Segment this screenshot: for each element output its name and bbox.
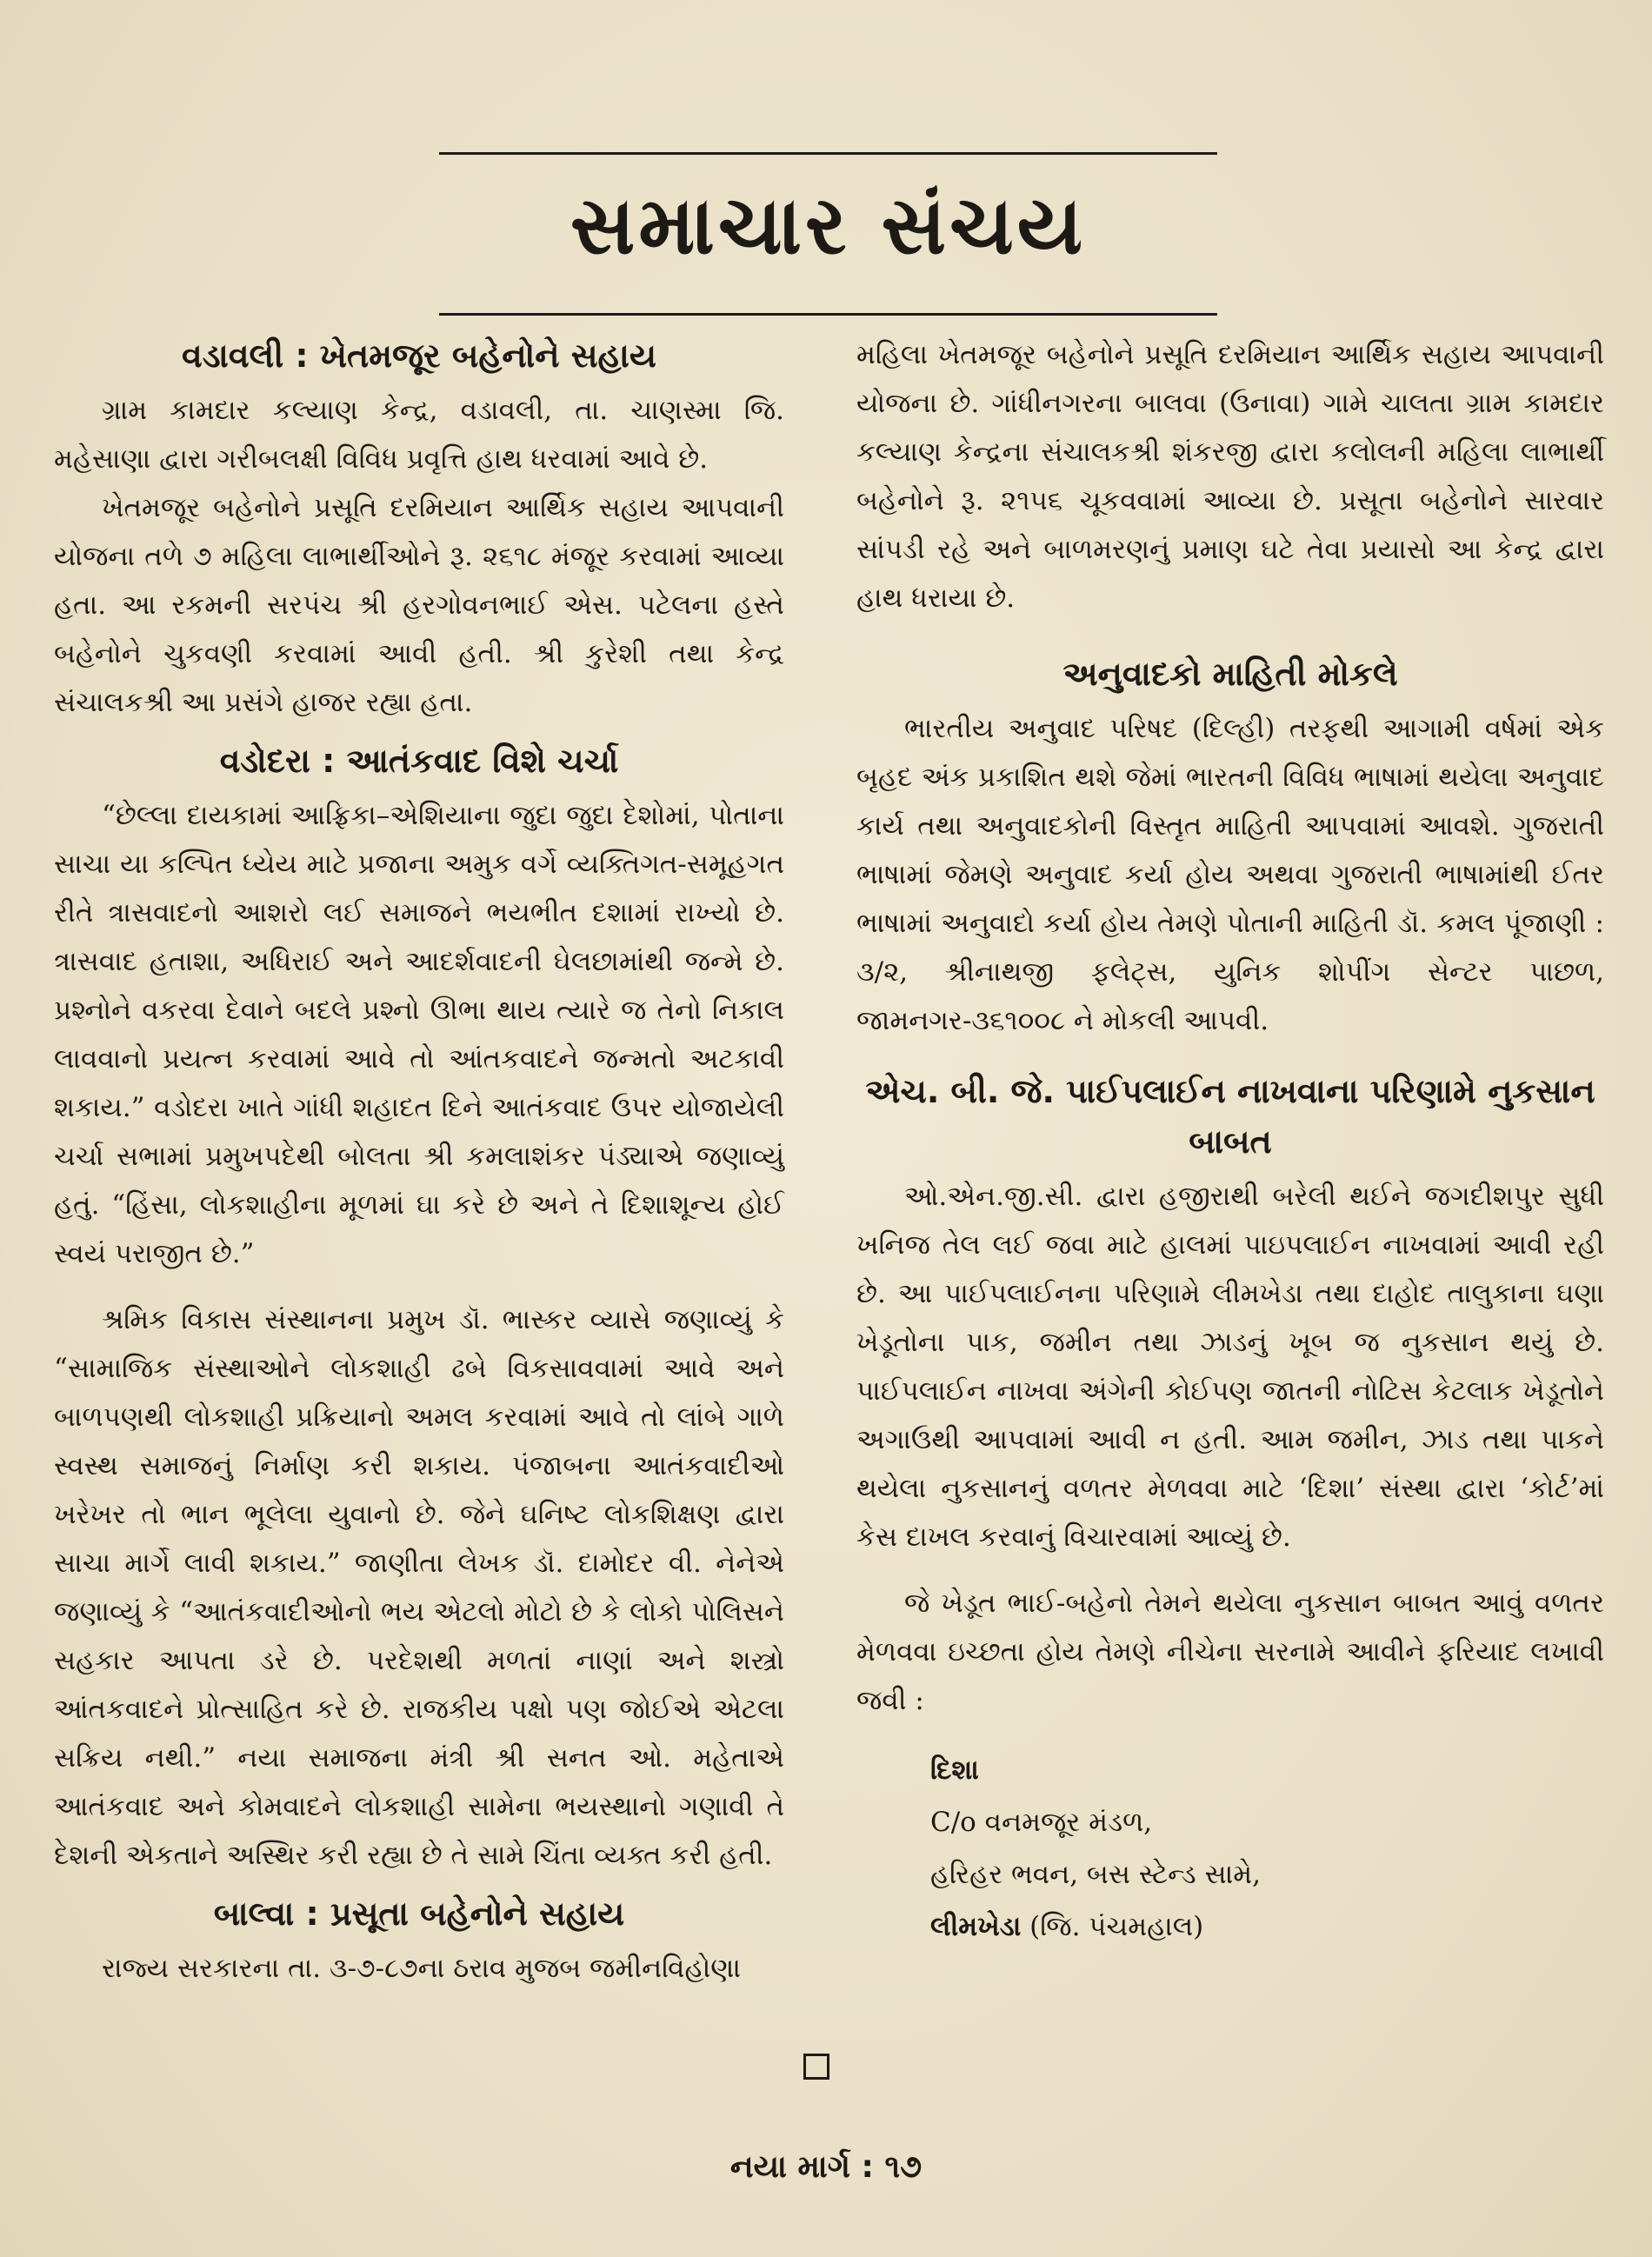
article-heading-pipeline: એચ. બી. જે. પાઈપલાઈન નાખવાના પરિણામે નુકસાન બાબત: [865, 1072, 1595, 1161]
article-paragraph: ગ્રામ કામદાર કલ્યાણ કેન્દ્ર, વડાવલી, તા. ચાણસ્મા જિ. મહેસાણા દ્વારા ગરીબલક્ષી વિવિધ પ્રવૃત્તિ હાથ ધરવામાં આવે છે.: [54, 395, 784, 475]
article-paragraph: રાજ્ય સરકારના તા. ૩-૭-૮૭ના ઠરાવ મુજબ જમીનવિહોણા: [102, 1953, 741, 1984]
address-line: [930, 1901, 1604, 1953]
right-column: [856, 330, 1604, 1953]
page-footer: નયા માર્ગ : ૧૭: [729, 2149, 923, 2185]
article-paragraph: ઓ.એન.જી.સી. દ્વારા હજીરાથી બરેલી થઈને જગદીશપુર સુધી ખનિજ તેલ લઈ જવા માટે હાલમાં પાઇપલાઈન નાખવામાં આવી રહી છે. આ પાઈપલાઈનના પરિણામે લીમખેડા તથા દાહોદ તાલુકાના ઘણા ખેડૂતોના પાક, જમીન તથા ઝાડનું ખૂબ જ નુકસાન થયું છે. પાઈપલાઈન નાખવા અંગેની કોઈપણ જાતની નોટિસ કેટલાક ખેડૂતોને અગાઉથી આપવામાં આવી ન હતી. આમ જમીન, ઝાડ તથા પાકને થયેલા નુકસાનનું વળતર મેળવવા માટે ‘દિશા’ સંસ્થા દ્વારા ‘કોર્ટ’માં કેસ દાખલ કરવાનું વિચારવામાં આવ્યું છે.: [856, 1181, 1604, 1553]
masthead-rule-bottom: [439, 313, 1217, 316]
left-column: [54, 330, 784, 1993]
address-line: હરિહર ભવન, બસ સ્ટેન્ડ સામે,: [930, 1859, 1262, 1890]
article-heading-vadodara: વડોદરા : આતંકવાદ વિશે ચર્ચા: [219, 742, 619, 780]
article-paragraph-continued: મહિલા ખેતમજૂર બહેનોને પ્રસૂતિ દરમિયાન આર્થિક સહાય આપવાની યોજના છે. ગાંધીનગરના બાલવા (ઉનાવા) ગામે ચાલતા ગ્રામ કામદાર કલ્યાણ કેન્દ્રના સંચાલકશ્રી શંકરજી દ્વારા કલોલની મહિલા લાભાર્થી બહેનોને રૂ. ૨૧૫૬ ચૂકવવામાં આવ્યા છે. પ્રસૂતા બહેનોને સારવાર સાંપડી રહે અને બાળમરણનું પ્રમાણ ઘટે તેવા પ્રયાસો આ કેન્દ્ર દ્વારા હાથ ધરાયા છે.: [856, 339, 1604, 614]
address-town: લીમખેડા: [930, 1911, 1022, 1942]
masthead-rule-top: [439, 152, 1217, 155]
end-square-icon: [803, 2054, 829, 2080]
article-paragraph: શ્રમિક વિકાસ સંસ્થાનના પ્રમુખ ડૉ. ભાસ્કર વ્યાસે જણાવ્યું કે “સામાજિક સંસ્થાઓને લોકશાહી ઢબે વિકસાવવામાં આવે અને બાળપણથી લોકશાહી પ્રક્રિયાનો અમલ કરવામાં આવે તો લાંબે ગાળે સ્વસ્થ સમાજનું નિર્માણ કરી શકાય. પંજાબના આતંકવાદીઓ ખરેખર તો ભાન ભૂલેલા યુવાનો છે. જેને ઘનિષ્ટ લોકશિક્ષણ દ્વારા સાચા માર્ગે લાવી શકાય.” જાણીતા લેખક ડૉ. દામોદર વી. નેનેએ જણાવ્યું કે “આતંકવાદીઓનો ભય એટલો મોટો છે કે લોકો પોલિસને સહકાર આપતા ડરે છે. પરદેશથી મળતાં નાણાં અને શસ્ત્રો આંતકવાદને પ્રોત્સાહિત કરે છે. રાજકીય પક્ષો પણ જોઈએ એટલા સક્રિય નથી.” નયા સમાજના મંત્રી શ્રી સનત ઓ. મહેતાએ આતંકવાદ અને કોમવાદને લોકશાહી સામેના ભયસ્થાનો ગણાવી તે દેશની એકતાને અસ્થિર કરી રહ્યા છે તે સામે ચિંતા વ્યક્ત કરી હતી.: [54, 1304, 784, 1871]
article-paragraph: “છેલ્લા દાયકામાં આફ્રિકા–એશિયાના જુદા જુદા દેશોમાં, પોતાના સાચા યા કલ્પિત ધ્યેય માટે પ્રજાના અમુક વર્ગે વ્યક્તિગત-સમૂહગત રીતે ત્રાસવાદનો આશરો લઈ સમાજને ભયભીત દશામાં રાખ્યો છે. ત્રાસવાદ હતાશા, અધિરાઈ અને આદર્શવાદની ઘેલછામાંથી જન્મે છે. પ્રશ્નોને વકરવા દેવાને બદલે પ્રશ્નો ઊભા થાય ત્યારે જ તેનો નિકાલ લાવવાનો પ્રયત્ન કરવામાં આવે તો આંતકવાદને જન્મતો અટકાવી શકાય.” વડોદરા ખાતે ગાંધી શહાદત દિને આતંકવાદ ઉપર યોજાયેલી ચર્ચા સભામાં પ્રમુખપદેથી બોલતા શ્રી કમલાશંકર પંડ્યાએ જણાવ્યું હતું. “હિંસા, લોકશાહીના મૂળમાં ઘા કરે છે અને તે દિશાશૂન્ય હોઈ સ્વયં પરાજીત છે.”: [54, 800, 784, 1269]
article-paragraph: જે ખેડૂત ભાઈ-બહેનો તેમને થયેલા નુકસાન બાબત આવું વળતર મેળવવા ઇચ્છતા હોય તેમણે નીચેના સરનામે આવીને ફરિયાદ લખાવી જવી :: [856, 1588, 1604, 1716]
article-paragraph: ભારતીય અનુવાદ પરિષદ (દિલ્હી) તરફથી આગામી વર્ષમાં એક બૃહદ અંક પ્રકાશિત થશે જેમાં ભારતની વિવિધ ભાષામાં થયેલા અનુવાદ કાર્ય તથા અનુવાદકોની વિસ્તૃત માહિતી આપવામાં આવશે. ગુજરાતી ભાષામાં જેમણે અનુવાદ કર્યા હોય અથવા ગુજરાતી ભાષામાંથી ઈતર ભાષામાં અનુવાદો કર્યા હોય તેમણે પોતાની માહિતી ડૉ. કમલ પૂંજાણી : ૩/૨, શ્રીનાથજી ફલેટ્સ, યુનિક શોપીંગ સેન્ટર પાછળ, જામનગર-૩૬૧૦૦૮ ને મોકલી આપવી.: [856, 713, 1604, 1036]
address-org: દિશા: [930, 1754, 979, 1786]
contact-address: [930, 1744, 1604, 1953]
article-heading-vadavali: વડાવલી : ખેતમજૂર બહેનોને સહાય: [182, 336, 656, 375]
article-heading-translators: અનુવાદકો માહિતી મોકલે: [1062, 655, 1398, 693]
article-paragraph: ખેતમજૂર બહેનોને પ્રસૂતિ દરમિયાન આર્થિક સહાય આપવાની યોજના તળે ૭ મહિલા લાભાર્થીઓને રૂ. ૨૬૧૮ મંજૂર કરવામાં આવ્યા હતા. આ રકમની સરપંચ શ્રી હરગોવનભાઈ એસ. પટેલના હસ્તે બહેનોને ચુકવણી કરવામાં આવી હતી. શ્રી કુરેશી તથા કેન્દ્ર સંચાલકશ્રી આ પ્રસંગે હાજર રહ્યા હતા.: [54, 492, 784, 718]
address-district: (જિ. પંચમહાલ): [1021, 1911, 1204, 1942]
article-heading-balva: બાલ્વા : પ્રસૂતા બહેનોને સહાય: [213, 1894, 625, 1933]
address-line: C/o વનમજૂર મંડળ,: [930, 1807, 1153, 1838]
page-title: સમાચાર સંચય: [570, 179, 1087, 272]
